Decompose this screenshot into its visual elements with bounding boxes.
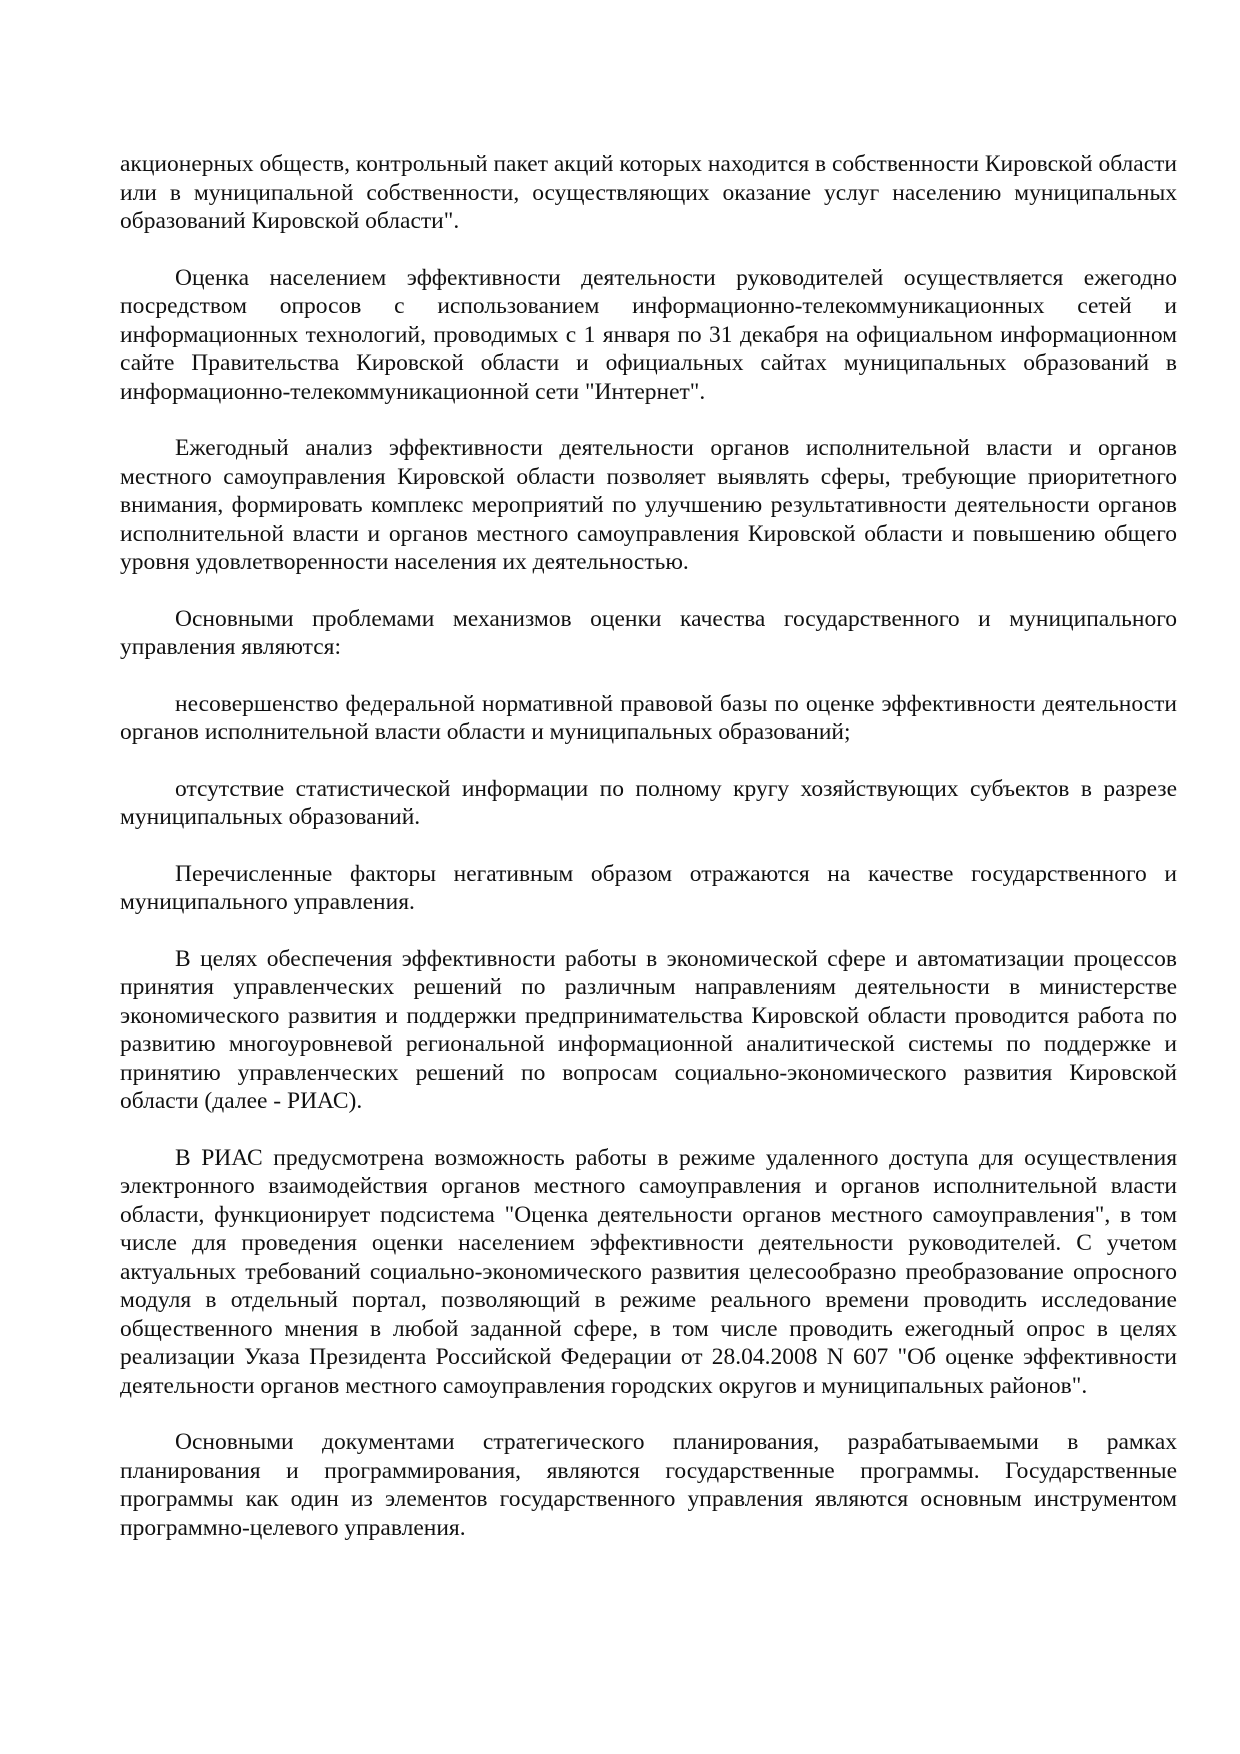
paragraph-negative-factors: Перечисленные факторы негативным образом отражаются на качестве государственного и муниципального управления. [120,860,1177,915]
paragraph-annual-analysis: Ежегодный анализ эффективности деятельности органов исполнительной власти и органов местного самоуправления Кировской области позволяет выявлять сферы, требующие приоритетного внимания, формировать комплекс мероприятий по улучшению результативности деятельности органов исполнительной власти и органов местного самоуправления Кировской области и повышению общего уровня удовлетворенности населения их деятельностью. [120,435,1177,575]
paragraph-rias-features: В РИАС предусмотрена возможность работы в режиме удаленного доступа для осуществления электронного взаимодействия органов местного самоуправления и органов исполнительной власти области, функционирует подсистема "Оценка деятельности органов местного самоуправления", в том числе для проведения оценки населением эффективности деятельности руководителей. С учетом актуальных требований социально-экономического развития целесообразно преобразование опросного модуля в отдельный портал, позволяющий в режиме реального времени проводить исследование общественного мнения в любой заданной сфере, в том числе проводить ежегодный опрос в целях реализации Указа Президента Российской Федерации от 28.04.2008 N 607 "Об оценке эффективности деятельности органов местного самоуправления городских округов и муниципальных районов". [120,1144,1177,1399]
paragraph-main-problems: Основными проблемами механизмов оценки качества государственного и муниципального управления являются: [120,605,1177,660]
paragraph-continuation: акционерных обществ, контрольный пакет акций которых находится в собственности Кировской области или в муниципальной собственности, осуществляющих оказание услуг населению муниципальных образований Кировской области". [120,151,1177,234]
paragraph-rias-system: В целях обеспечения эффективности работы в экономической сфере и автоматизации процессов принятия управленческих решений по различным направлениям деятельности в министерстве экономического развития и поддержки предпринимательства Кировской области проводится работа по развитию многоуровневой региональной информационной аналитической системы по поддержке и принятию управленческих решений по вопросам социально-экономического развития Кировской области (далее - РИАС). [120,945,1177,1114]
paragraph-problem-federal-base: несовершенство федеральной нормативной правовой базы по оценке эффективности деятельности органов исполнительной власти области и муниципальных образований; [120,690,1177,745]
paragraph-population-assessment: Оценка населением эффективности деятельности руководителей осуществляется ежегодно посредством опросов с использованием информационно-телекоммуникационных сетей и информационных технологий, проводимых с 1 января по 31 декабря на официальном информационном сайте Правительства Кировской области и официальных сайтах муниципальных образований в информационно-телекоммуникационной сети "Интернет". [120,264,1177,405]
paragraph-state-programs: Основными документами стратегического планирования, разрабатываемыми в рамках планирования и программирования, являются государственные программы. Государственные программы как один из элементов государственного управления являются основным инструментом программно-целевого управления. [120,1429,1177,1541]
paragraph-problem-statistics: отсутствие статистической информации по полному кругу хозяйствующих субъектов в разрезе муниципальных образований. [120,775,1177,830]
document-body [120,150,1177,1570]
